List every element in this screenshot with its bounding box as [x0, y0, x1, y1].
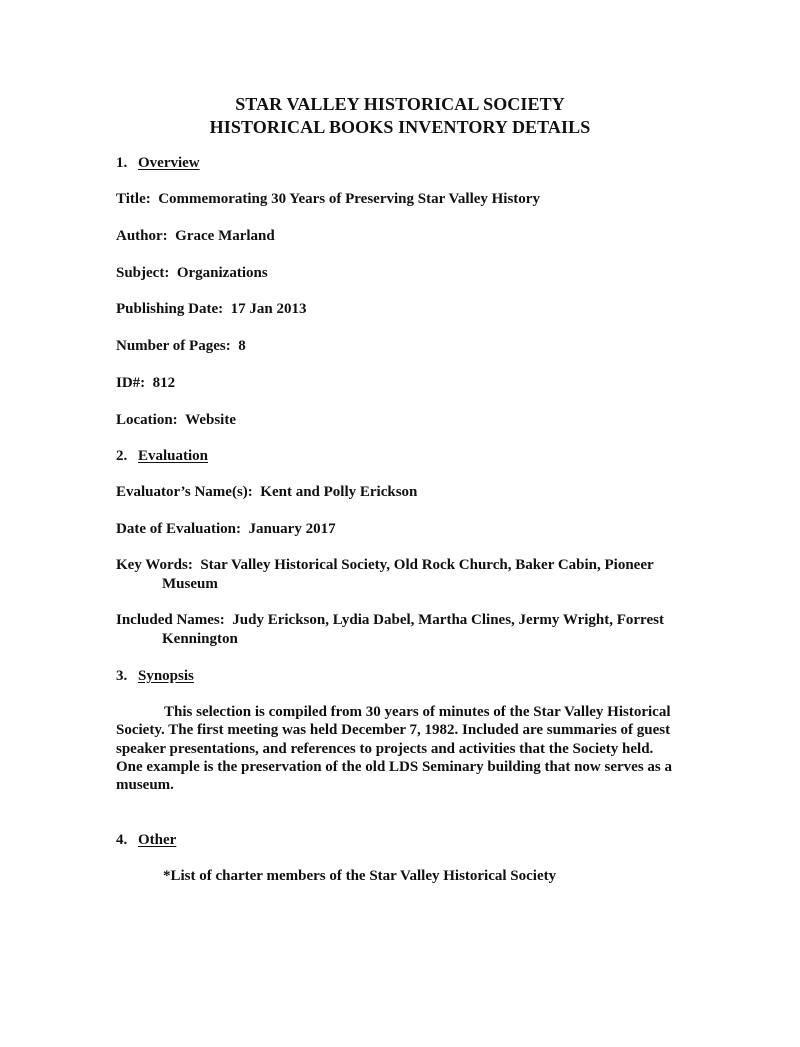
section-number: 1.	[116, 155, 128, 171]
synopsis-paragraph: This selection is compiled from 30 years of minutes of the Star Valley Historical Society. The first meeting was held December 7, 1982. Included are summaries of guest speaker presentations, and references to projects and activities that the Society held. One example is the preservation of the old LDS Seminary building that now serves as a museum.	[116, 704, 672, 794]
section-number: 2.	[116, 448, 128, 464]
field-value: Website	[185, 412, 237, 428]
document-title-line-2: HISTORICAL BOOKS INVENTORY DETAILS	[209, 117, 591, 137]
field-date-of-evaluation	[116, 520, 336, 539]
section-title: Overview	[138, 155, 200, 171]
field-evaluator-names	[116, 483, 417, 502]
field-label: Publishing Date:	[116, 301, 224, 317]
field-value: Star Valley Historical Society, Old Rock Church, Baker Cabin, Pioneer Museum	[162, 557, 654, 592]
section-title: Synopsis	[138, 668, 194, 684]
field-id	[116, 374, 175, 393]
field-label: Date of Evaluation:	[116, 521, 241, 537]
document-title-line-1: STAR VALLEY HISTORICAL SOCIETY	[235, 94, 565, 114]
field-label: Included Names:	[116, 612, 225, 628]
section-title: Evaluation	[138, 448, 209, 464]
field-label: ID#:	[116, 375, 146, 391]
field-label: Title:	[116, 191, 151, 207]
section-number: 4.	[116, 832, 128, 848]
field-value: 8	[238, 338, 246, 354]
field-publishing-date	[116, 300, 306, 319]
field-subject	[116, 264, 268, 283]
section-number: 3.	[116, 668, 128, 684]
field-value: Organizations	[176, 265, 268, 281]
field-number-of-pages	[116, 337, 246, 356]
field-value: 812	[152, 375, 176, 391]
field-location	[116, 411, 236, 430]
field-label: Location:	[116, 412, 178, 428]
field-label: Number of Pages:	[116, 338, 231, 354]
field-value: Kent and Polly Erickson	[260, 484, 418, 500]
field-value: 17 Jan 2013	[230, 301, 307, 317]
field-included-names	[116, 611, 702, 649]
section-overview-heading	[116, 154, 200, 173]
field-value: Grace Marland	[175, 228, 275, 244]
field-label: Evaluator’s Name(s):	[116, 484, 253, 500]
field-label: Subject:	[116, 265, 170, 281]
field-key-words	[116, 556, 702, 594]
section-other-heading	[116, 831, 176, 850]
field-value: January 2017	[248, 521, 336, 537]
field-label: Author:	[116, 228, 168, 244]
other-list-item: *List of charter members of the Star Valley Historical Society	[163, 868, 557, 884]
section-evaluation-heading	[116, 447, 208, 466]
field-author	[116, 227, 275, 246]
section-title: Other	[138, 832, 177, 848]
field-title	[116, 190, 540, 209]
section-synopsis-heading	[116, 667, 194, 686]
field-value: Judy Erickson, Lydia Dabel, Martha Clines, Jermy Wright, Forrest Kennington	[162, 612, 664, 647]
field-value: Commemorating 30 Years of Preserving Star Valley History	[158, 191, 540, 207]
field-label: Key Words:	[116, 557, 193, 573]
